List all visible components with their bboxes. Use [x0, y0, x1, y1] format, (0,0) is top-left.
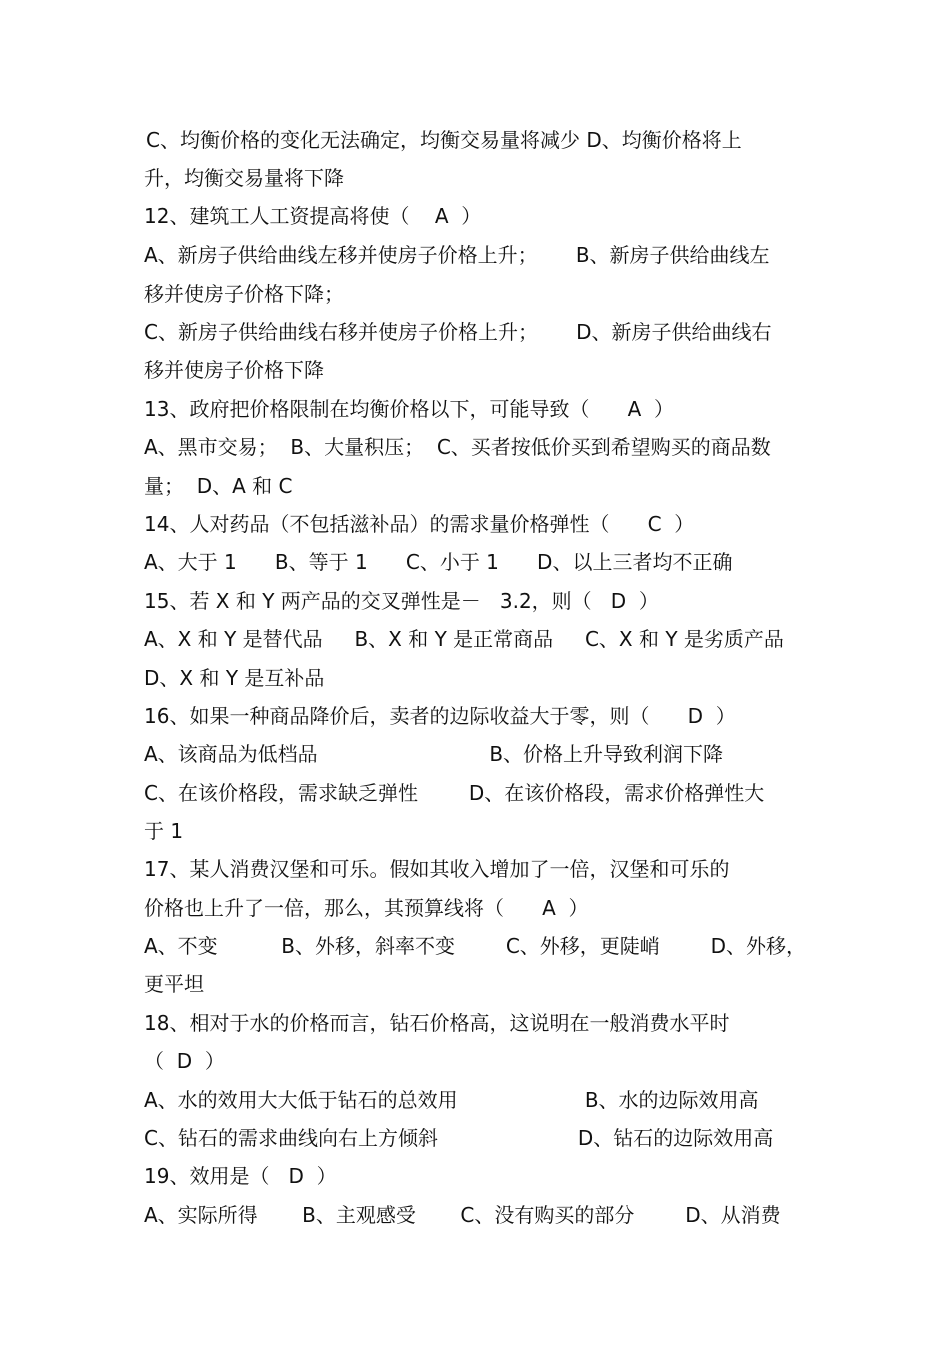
text-line: A、不变 B、外移，斜率不变 C、外移，更陡峭 D、外移，	[144, 934, 807, 958]
text-line: A、实际所得 B、主观感受 C、没有购买的部分 D、从消费	[144, 1203, 781, 1227]
text-line: 价格也上升了一倍，那么，其预算线将（ A ）	[144, 896, 589, 920]
text-line: C、均衡价格的变化无法确定，均衡交易量将减少 D、均衡价格将上	[146, 128, 742, 152]
text-line: 量； D、A 和 C	[144, 474, 293, 498]
text-line: 更平坦	[144, 972, 204, 996]
question-17: 17、某人消费汉堡和可乐。假如其收入增加了一倍，汉堡和可乐的	[144, 857, 730, 881]
text-line: 升，均衡交易量将下降	[144, 166, 344, 190]
text-line: （ D ）	[144, 1049, 225, 1073]
text-line: 移并使房子价格下降；	[144, 282, 344, 306]
question-18: 18、相对于水的价格而言，钻石价格高，这说明在一般消费水平时	[144, 1011, 730, 1035]
text-line: A、水的效用大大低于钻石的总效用 B、水的边际效用高	[144, 1088, 759, 1112]
text-line: D、X 和 Y 是互补品	[144, 666, 325, 690]
text-line: C、钻石的需求曲线向右上方倾斜 D、钻石的边际效用高	[144, 1126, 774, 1150]
text-line: C、新房子供给曲线右移并使房子价格上升； D、新房子供给曲线右	[144, 320, 772, 344]
text-line: A、黑市交易； B、大量积压； C、买者按低价买到希望购买的商品数	[144, 435, 771, 459]
text-line: 于 1	[144, 819, 184, 843]
text-line: A、新房子供给曲线左移并使房子价格上升； B、新房子供给曲线左	[144, 243, 770, 267]
question-16: 16、如果一种商品降价后，卖者的边际收益大于零，则（ D ）	[144, 704, 736, 728]
question-14: 14、人对药品（不包括滋补品）的需求量价格弹性（ C ）	[144, 512, 695, 536]
text-line: C、在该价格段，需求缺乏弹性 D、在该价格段，需求价格弹性大	[144, 781, 765, 805]
text-line: A、大于 1 B、等于 1 C、小于 1 D、以上三者均不正确	[144, 550, 733, 574]
text-line: 移并使房子价格下降	[144, 358, 324, 382]
text-line: A、X 和 Y 是替代品 B、X 和 Y 是正常商品 C、X 和 Y 是劣质产品	[144, 627, 784, 651]
question-15: 15、若 X 和 Y 两产品的交叉弹性是－ 3.2，则（ D ）	[144, 589, 659, 613]
question-12: 12、建筑工人工资提高将使（ A ）	[144, 204, 482, 228]
question-19: 19、效用是（ D ）	[144, 1164, 337, 1188]
text-line: A、该商品为低档品 B、价格上升导致利润下降	[144, 742, 724, 766]
question-13: 13、政府把价格限制在均衡价格以下，可能导致（ A ）	[144, 397, 674, 421]
